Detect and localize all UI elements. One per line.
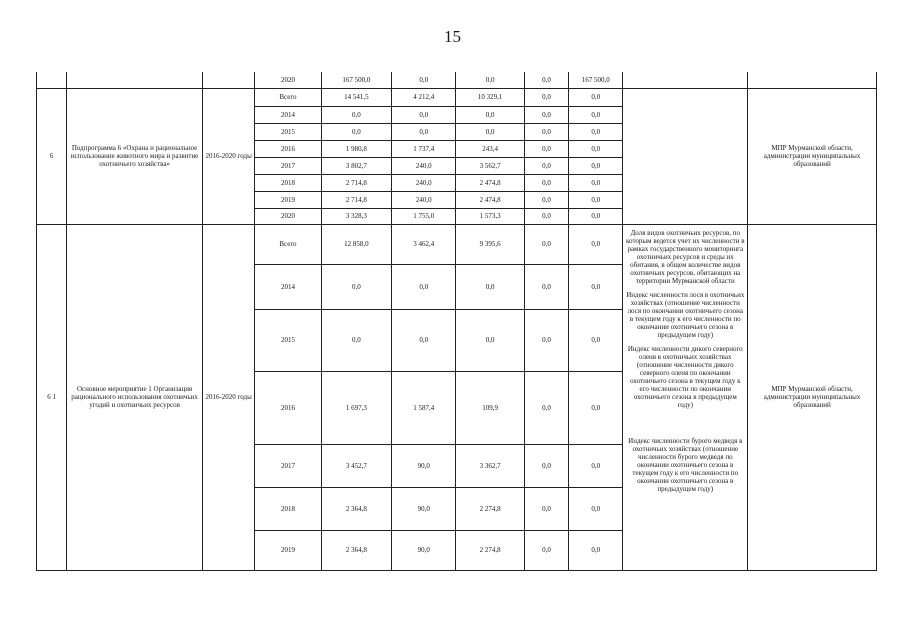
cell-regional-budget: 1 755,0 bbox=[392, 208, 456, 224]
cell-name bbox=[67, 72, 203, 88]
activity-name: Основное мероприятие 1 Организация рационального использования охотничьих угодий и охотничьих ресурсов bbox=[67, 224, 203, 570]
indicator-text: Индекс численности дикого северного оленя в охотничьих хозяйствах (отношение численности дикого северного оленя по окончании охотничьего сезона в текущем году к его численности по окончании охотничьего сезона в предыдущем году) bbox=[627, 344, 743, 409]
cell-federal-budget: 0,0 bbox=[456, 72, 524, 88]
row-number: 6 bbox=[37, 88, 67, 224]
table-row bbox=[37, 88, 877, 106]
cell-total: 0,0 bbox=[321, 309, 391, 371]
cell-local-budget: 0,0 bbox=[524, 72, 568, 88]
cell-regional-budget: 1 587,4 bbox=[392, 371, 456, 444]
cell-executor bbox=[748, 72, 877, 88]
cell-total: 2 364,8 bbox=[321, 487, 391, 530]
cell-year: Всего bbox=[255, 224, 321, 264]
cell-local-budget: 0,0 bbox=[524, 208, 568, 224]
cell-federal-budget: 109,9 bbox=[456, 371, 524, 444]
cell-local-budget: 0,0 bbox=[524, 140, 568, 157]
table-row bbox=[37, 72, 877, 88]
cell-local-budget: 0,0 bbox=[524, 88, 568, 106]
cell-year: 2015 bbox=[255, 123, 321, 140]
cell-local-budget: 0,0 bbox=[524, 530, 568, 570]
cell-year: Всего bbox=[255, 88, 321, 106]
cell-extra-budget: 0,0 bbox=[569, 444, 623, 487]
cell-year: 2018 bbox=[255, 487, 321, 530]
cell-total: 12 858,0 bbox=[321, 224, 391, 264]
cell-extra-budget: 0,0 bbox=[569, 530, 623, 570]
cell-federal-budget: 1 573,3 bbox=[456, 208, 524, 224]
cell-regional-budget: 240,0 bbox=[392, 191, 456, 208]
cell-regional-budget: 0,0 bbox=[392, 309, 456, 371]
cell-total: 1 697,3 bbox=[321, 371, 391, 444]
cell-year: 2016 bbox=[255, 140, 321, 157]
period: 2016-2020 годы bbox=[202, 88, 254, 224]
cell-federal-budget: 0,0 bbox=[456, 123, 524, 140]
cell-extra-budget: 0,0 bbox=[569, 309, 623, 371]
cell-local-budget: 0,0 bbox=[524, 224, 568, 264]
cell-total: 0,0 bbox=[321, 106, 391, 123]
cell-federal-budget: 2 474,8 bbox=[456, 174, 524, 191]
indicator-text: Индекс численности лося в охотничьих хозяйствах (отношение численности лося по окончании охотничьего сезона в текущем году к его численности по окончании охотничьего сезона в предыдущем году) bbox=[626, 290, 745, 339]
cell-total: 2 714,8 bbox=[321, 174, 391, 191]
cell-regional-budget: 0,0 bbox=[392, 264, 456, 309]
period: 2016-2020 годы bbox=[202, 224, 254, 570]
cell-extra-budget: 0,0 bbox=[569, 157, 623, 174]
cell-regional-budget: 240,0 bbox=[392, 157, 456, 174]
cell-federal-budget: 2 274,8 bbox=[456, 487, 524, 530]
cell-federal-budget: 0,0 bbox=[456, 264, 524, 309]
cell-regional-budget: 240,0 bbox=[392, 174, 456, 191]
executor: МПР Мурманской области, администрации муниципальных образований bbox=[748, 224, 877, 570]
page-number: 15 bbox=[444, 27, 461, 46]
cell-total: 0,0 bbox=[321, 123, 391, 140]
cell-extra-budget: 0,0 bbox=[569, 264, 623, 309]
executor: МПР Мурманской области, администрации муниципальных образований bbox=[748, 88, 877, 224]
cell-extra-budget: 0,0 bbox=[569, 174, 623, 191]
cell-federal-budget: 2 274,8 bbox=[456, 530, 524, 570]
cell-year: 2019 bbox=[255, 530, 321, 570]
cell-local-budget: 0,0 bbox=[524, 174, 568, 191]
cell-federal-budget: 0,0 bbox=[456, 309, 524, 371]
cell-local-budget: 0,0 bbox=[524, 371, 568, 444]
row-number: 6 1 bbox=[37, 224, 67, 570]
program-table bbox=[36, 72, 877, 571]
cell-year: 2014 bbox=[255, 106, 321, 123]
cell-regional-budget: 0,0 bbox=[392, 72, 456, 88]
cell-local-budget: 0,0 bbox=[524, 309, 568, 371]
indicator-text: Доля видов охотничьих ресурсов, по которым ведется учет их численности в рамках государственного мониторинга охотничьих ресурсов и среды их обитания, в общем количестве видов охотничьих ресурсов, обитающих на территории Мурманской области bbox=[626, 228, 745, 285]
cell-total: 2 714,8 bbox=[321, 191, 391, 208]
cell-local-budget: 0,0 bbox=[524, 106, 568, 123]
cell-local-budget: 0,0 bbox=[524, 123, 568, 140]
cell-extra-budget: 0,0 bbox=[569, 208, 623, 224]
cell-regional-budget: 1 737,4 bbox=[392, 140, 456, 157]
cell-federal-budget: 3 562,7 bbox=[456, 157, 524, 174]
cell-regional-budget: 4 212,4 bbox=[392, 88, 456, 106]
cell-total: 0,0 bbox=[321, 264, 391, 309]
cell-local-budget: 0,0 bbox=[524, 444, 568, 487]
cell-federal-budget: 10 329,1 bbox=[456, 88, 524, 106]
cell-year: 2017 bbox=[255, 157, 321, 174]
cell-extra-budget: 0,0 bbox=[569, 140, 623, 157]
cell-total: 3 452,7 bbox=[321, 444, 391, 487]
cell-year: 2017 bbox=[255, 444, 321, 487]
cell-regional-budget: 90,0 bbox=[392, 487, 456, 530]
cell-year: 2014 bbox=[255, 264, 321, 309]
cell-regional-budget: 0,0 bbox=[392, 123, 456, 140]
cell-federal-budget: 3 362,7 bbox=[456, 444, 524, 487]
cell-extra-budget: 0,0 bbox=[569, 487, 623, 530]
cell-extra-budget: 0,0 bbox=[569, 123, 623, 140]
cell-extra-budget: 0,0 bbox=[569, 106, 623, 123]
cell-period bbox=[202, 72, 254, 88]
cell-local-budget: 0,0 bbox=[524, 157, 568, 174]
cell-local-budget: 0,0 bbox=[524, 264, 568, 309]
cell-total: 3 802,7 bbox=[321, 157, 391, 174]
cell-regional-budget: 90,0 bbox=[392, 530, 456, 570]
cell-federal-budget: 2 474,8 bbox=[456, 191, 524, 208]
cell-extra-budget: 167 500,0 bbox=[569, 72, 623, 88]
cell-year: 2020 bbox=[255, 208, 321, 224]
indicator-cell bbox=[623, 224, 748, 570]
cell-regional-budget: 90,0 bbox=[392, 444, 456, 487]
cell-number bbox=[37, 72, 67, 88]
cell-year: 2020 bbox=[255, 72, 321, 88]
cell-extra-budget: 0,0 bbox=[569, 191, 623, 208]
indicator-text: Индекс численности бурого медведя в охотничьих хозяйствах (отношение численности бурого медведя по окончании охотничьего сезона в текущем году к его численности по окончании охотничьего сезона в предыдущем году) bbox=[628, 436, 743, 493]
cell-federal-budget: 0,0 bbox=[456, 106, 524, 123]
cell-total: 3 328,3 bbox=[321, 208, 391, 224]
cell-indicator bbox=[623, 72, 748, 88]
cell-year: 2019 bbox=[255, 191, 321, 208]
cell-year: 2015 bbox=[255, 309, 321, 371]
indicator-cell bbox=[623, 88, 748, 224]
cell-total: 2 364,8 bbox=[321, 530, 391, 570]
cell-federal-budget: 243,4 bbox=[456, 140, 524, 157]
cell-year: 2018 bbox=[255, 174, 321, 191]
cell-extra-budget: 0,0 bbox=[569, 88, 623, 106]
cell-local-budget: 0,0 bbox=[524, 191, 568, 208]
cell-total: 14 541,5 bbox=[321, 88, 391, 106]
cell-total: 1 980,8 bbox=[321, 140, 391, 157]
cell-federal-budget: 9 395,6 bbox=[456, 224, 524, 264]
cell-year: 2016 bbox=[255, 371, 321, 444]
cell-extra-budget: 0,0 bbox=[569, 371, 623, 444]
subprogram-name: Подпрограмма 6 «Охрана и рациональное использование животного мира и развитие охотничьего хозяйства» bbox=[67, 88, 203, 224]
table-row bbox=[37, 224, 877, 264]
cell-extra-budget: 0,0 bbox=[569, 224, 623, 264]
cell-regional-budget: 0,0 bbox=[392, 106, 456, 123]
cell-local-budget: 0,0 bbox=[524, 487, 568, 530]
cell-regional-budget: 3 462,4 bbox=[392, 224, 456, 264]
cell-total: 167 500,0 bbox=[321, 72, 391, 88]
